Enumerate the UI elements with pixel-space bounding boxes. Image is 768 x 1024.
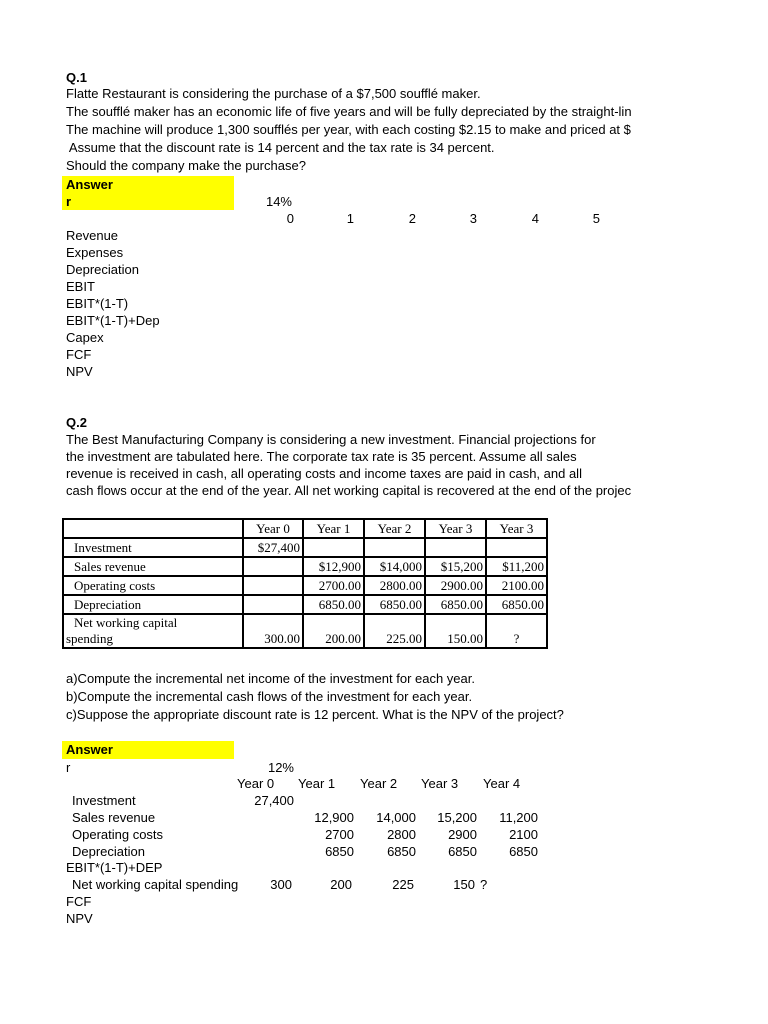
q2-question-c: c)Suppose the appropriate discount rate is 12 percent. What is the NPV of the project?	[66, 707, 564, 722]
ans-nwc-y3: 150	[453, 877, 475, 892]
q2-rate: 12%	[267, 760, 294, 775]
table-cell	[243, 557, 303, 576]
table-cell: 2800.00	[364, 576, 425, 595]
q2-year-1: Year 1	[298, 776, 336, 791]
q1-year-3: 3	[469, 211, 477, 226]
q1-year-1: 1	[346, 211, 354, 226]
table-cell: 150.00	[425, 614, 486, 648]
q1-rate: 14%	[265, 194, 292, 209]
q1-year-4: 4	[531, 211, 539, 226]
ans-opcost-y1: 2700	[325, 827, 354, 842]
q1-row-ebit-1-t-dep: EBIT*(1-T)+Dep	[66, 313, 160, 328]
ans-dep-y1: 6850	[325, 844, 354, 859]
q1-heading: Q.1	[66, 70, 87, 85]
table-row-label-nwc	[63, 614, 243, 648]
table-cell: 6850.00	[486, 595, 547, 614]
table-cell: $14,000	[364, 557, 425, 576]
q2-year-4: Year 4	[483, 776, 521, 791]
ans-sales-label: Sales revenue	[72, 810, 156, 825]
q2-r-label: r	[66, 760, 71, 775]
table-row-label: Depreciation	[63, 595, 243, 614]
table-cell: $27,400	[243, 538, 303, 557]
table-cell: $11,200	[486, 557, 547, 576]
q1-r-label: r	[66, 194, 72, 209]
ans-opcost-label: Operating costs	[72, 827, 164, 842]
table-cell	[243, 595, 303, 614]
projections-table	[62, 518, 548, 649]
ans-dep-y4: 6850	[509, 844, 538, 859]
ans-opcost-y2: 2800	[387, 827, 416, 842]
table-header-year-0: Year 0	[243, 519, 303, 538]
table-header-row	[63, 519, 547, 538]
q1-line-4: Assume that the discount rate is 14 percent and the tax rate is 34 percent.	[66, 140, 495, 155]
ans-sales-y3: 15,200	[437, 810, 477, 825]
table-cell: $12,900	[303, 557, 364, 576]
table-cell	[425, 538, 486, 557]
q2-question-a: a)Compute the incremental net income of the investment for each year.	[66, 671, 475, 686]
ans-fcf-label: FCF	[66, 894, 92, 909]
ans-nwc-label: Net working capital spending	[72, 877, 239, 892]
ans-nwc-y0: 300	[270, 877, 292, 892]
q1-row-capex: Capex	[66, 330, 104, 345]
table-cell: 6850.00	[425, 595, 486, 614]
q1-answer-label: Answer	[66, 177, 113, 192]
ans-npv-label: NPV	[66, 911, 93, 926]
table-row-sales-revenue	[63, 557, 547, 576]
q2-line-2: the investment are tabulated here. The corporate tax rate is 35 percent. Assume all sales	[66, 449, 577, 464]
q1-line-2: The soufflé maker has an economic life of five years and will be fully depreciated by the straight-lin	[66, 104, 632, 119]
q1-row-ebit-1-t: EBIT*(1-T)	[66, 296, 129, 311]
table-cell: 6850.00	[303, 595, 364, 614]
q1-year-5: 5	[592, 211, 600, 226]
ans-dep-y2: 6850	[387, 844, 416, 859]
table-cell: 2900.00	[425, 576, 486, 595]
table-row-nwc	[63, 614, 547, 648]
q2-question-b: b)Compute the incremental cash flows of the investment for each year.	[66, 689, 473, 704]
ans-investment-label: Investment	[72, 793, 136, 808]
q2-year-3: Year 3	[421, 776, 459, 791]
q1-row-ebit: EBIT	[66, 279, 95, 294]
q2-line-3: revenue is received in cash, all operating costs and income taxes are paid in cash, and all	[66, 466, 582, 481]
q2-year-2: Year 2	[360, 776, 398, 791]
q1-line-1: Flatte Restaurant is considering the purchase of a $7,500 soufflé maker.	[66, 86, 481, 101]
nwc-label-line-2: spending	[66, 631, 113, 646]
q1-line-3: The machine will produce 1,300 soufflés per year, with each costing $2.15 to make and priced at $	[66, 122, 631, 137]
q1-year-2: 2	[408, 211, 416, 226]
q1-row-revenue: Revenue	[66, 228, 119, 243]
table-row-depreciation	[63, 595, 547, 614]
table-cell: 225.00	[364, 614, 425, 648]
table-cell: 200.00	[303, 614, 364, 648]
table-cell: 2100.00	[486, 576, 547, 595]
table-row-investment	[63, 538, 547, 557]
table-header-year-3b: Year 3	[486, 519, 547, 538]
table-header-year-3: Year 3	[425, 519, 486, 538]
ans-opcost-y3: 2900	[448, 827, 477, 842]
ans-sales-y1: 12,900	[314, 810, 354, 825]
q2-line-1: The Best Manufacturing Company is considering a new investment. Financial projections for	[66, 432, 596, 447]
table-header-year-2: Year 2	[364, 519, 425, 538]
table-row-label: Operating costs	[63, 576, 243, 595]
table-cell	[243, 576, 303, 595]
q1-row-expenses: Expenses	[66, 245, 124, 260]
q1-row-depreciation: Depreciation	[66, 262, 139, 277]
q1-year-0: 0	[286, 211, 294, 226]
table-cell: ?	[486, 614, 547, 648]
q2-year-0: Year 0	[237, 776, 275, 791]
ans-nwc-y4-unknown: ?	[480, 877, 488, 892]
ans-investment-value: 27,400	[254, 793, 294, 808]
ans-sales-y4: 11,200	[499, 810, 538, 825]
ans-nwc-y2: 225	[392, 877, 414, 892]
table-cell	[364, 538, 425, 557]
table-cell	[303, 538, 364, 557]
ans-nwc-y1: 200	[330, 877, 352, 892]
table-cell: 6850.00	[364, 595, 425, 614]
nwc-label-line-1: Net working capital	[74, 615, 178, 630]
table-header-year-1: Year 1	[303, 519, 364, 538]
ans-dep-label: Depreciation	[72, 844, 145, 859]
ans-sales-y2: 14,000	[376, 810, 416, 825]
table-cell: 2700.00	[303, 576, 364, 595]
table-row-operating-costs	[63, 576, 547, 595]
q1-row-fcf: FCF	[66, 347, 92, 362]
table-cell: 300.00	[243, 614, 303, 648]
q2-answer-label: Answer	[66, 742, 113, 757]
table-row-label: Sales revenue	[63, 557, 243, 576]
ans-dep-y3: 6850	[448, 844, 477, 859]
table-row-label: Investment	[63, 538, 243, 557]
table-corner-cell	[63, 519, 243, 538]
table-cell: $15,200	[425, 557, 486, 576]
q2-line-4: cash flows occur at the end of the year. All net working capital is recovered at the end of the projec	[66, 483, 632, 498]
q2-heading: Q.2	[66, 415, 87, 430]
q1-row-npv: NPV	[66, 364, 93, 379]
q1-line-5: Should the company make the purchase?	[66, 158, 306, 173]
table-cell	[486, 538, 547, 557]
ans-ebit-label: EBIT*(1-T)+DEP	[66, 860, 163, 875]
ans-opcost-y4: 2100	[509, 827, 538, 842]
